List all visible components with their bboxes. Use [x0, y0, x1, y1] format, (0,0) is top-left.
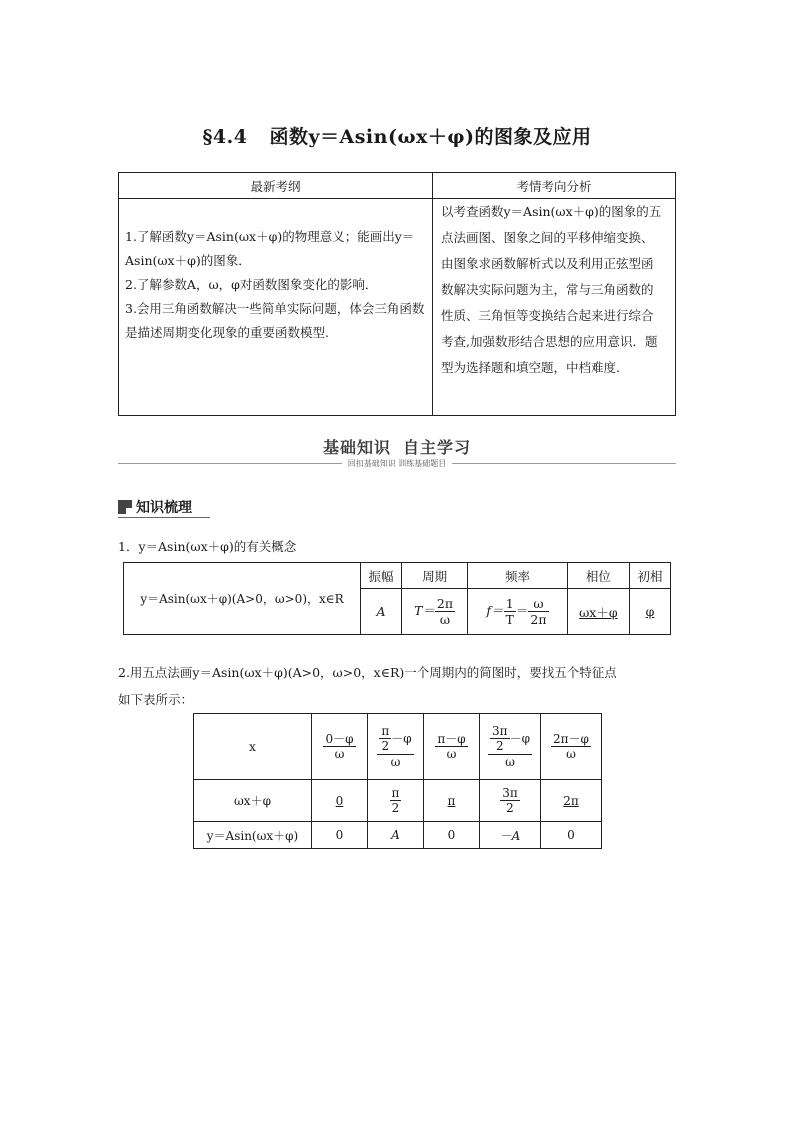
section-heading [118, 497, 192, 517]
y-cell: 0 [312, 822, 368, 849]
value-frequency: f＝ $\frac{1}{T}$ ＝ $\frac{\omega}{2\pi}$ [468, 589, 568, 635]
page-title [0, 122, 794, 149]
phase-cell: 0 [312, 780, 368, 822]
header-period: 周期 [401, 563, 467, 589]
row-label-phase: ωx＋φ [194, 780, 312, 822]
y-cell: 0 [541, 822, 602, 849]
x-cell: $\frac{0-\varphi}{\omega}$ [312, 714, 368, 780]
row-label-x: x [194, 714, 312, 780]
analysis-line: 性质、三角恒等变换结合起来进行综合 [441, 308, 654, 323]
x-cell: $\frac{\pi}{2}$ －φ ω [368, 714, 424, 780]
analysis-line: 考查,加强数形结合思想的应用意识．题 [441, 334, 658, 349]
section-banner [0, 435, 794, 458]
y-cell: －A [480, 822, 541, 849]
analysis-line: 点法画图、图象之间的平移伸缩变换、 [441, 230, 654, 245]
header-initial-phase: 初相 [629, 563, 670, 589]
outline-item-1: 1.了解函数y＝Asin(ωx＋φ)的物理意义；能画出y＝Asin(ωx＋φ)的图象． [125, 229, 415, 268]
value-initial-phase: φ [629, 589, 670, 635]
value-amplitude: A [361, 589, 402, 635]
outline-header-left: 最新考纲 [119, 173, 433, 199]
phase-cell: π [424, 780, 480, 822]
banner-right: 自主学习 [403, 438, 472, 457]
section-underline [118, 517, 210, 518]
outline-right-cell [433, 199, 676, 416]
x-cell: $\frac{2\pi-\varphi}{\omega}$ [541, 714, 602, 780]
x-cell: $\frac{3\pi}{2}$ －φ ω [480, 714, 541, 780]
square-icon [118, 500, 132, 514]
header-frequency: 频率 [468, 563, 568, 589]
x-cell: $\frac{\pi-\varphi}{\omega}$ [424, 714, 480, 780]
five-point-table [193, 713, 602, 849]
section-title: 知识梳理 [136, 500, 192, 516]
phase-cell: $\frac{3\pi}{2}$ [480, 780, 541, 822]
header-phase: 相位 [567, 563, 629, 589]
title-text: 函数y＝Asin(ωx＋φ)的图象及应用 [269, 126, 592, 148]
analysis-line: 型为选择题和填空题，中档难度. [441, 360, 620, 375]
value-phase: ωx＋φ [567, 589, 629, 635]
analysis-line: 数解决实际问题为主，常与三角函数的 [441, 282, 654, 297]
phase-cell: 2π [541, 780, 602, 822]
section-number: §4.4 [202, 126, 248, 148]
outline-left-cell [119, 199, 433, 416]
y-cell: 0 [424, 822, 480, 849]
outline-header-right: 考情考向分析 [433, 173, 676, 199]
banner-subtitle: 回扣基础知识 训练基础题目 [0, 458, 794, 469]
banner-left: 基础知识 [322, 438, 391, 457]
row-label-y: y＝Asin(ωx＋φ) [194, 822, 312, 849]
analysis-line: 由图象求函数解析式以及利用正弦型函 [441, 256, 654, 271]
outline-table [118, 172, 676, 416]
concept-row-label: y＝Asin(ωx＋φ)(A>0，ω>0)，x∈R [124, 563, 361, 635]
phase-cell: $\frac{\pi}{2}$ [368, 780, 424, 822]
five-point-heading: 2.用五点法画y＝Asin(ωx＋φ)(A>0，ω>0，x∈R)一个周期内的简图时，要找五个特征点 如下表所示： [118, 665, 617, 707]
outline-item-3: 3.会用三角函数解决一些简单实际问题，体会三角函数是描述周期变化现象的重要函数模型. [125, 301, 425, 340]
value-period: T＝ $\frac{2\pi}{\omega}$ [401, 589, 467, 635]
header-amplitude: 振幅 [361, 563, 402, 589]
outline-item-2: 2.了解参数A，ω，φ对函数图象变化的影响． [125, 277, 378, 292]
concept-heading: 1．y＝Asin(ωx＋φ)的有关概念 [118, 539, 297, 554]
analysis-line: 以考查函数y＝Asin(ωx＋φ)的图象的五 [441, 204, 662, 219]
y-cell: A [368, 822, 424, 849]
concept-table [123, 562, 671, 635]
